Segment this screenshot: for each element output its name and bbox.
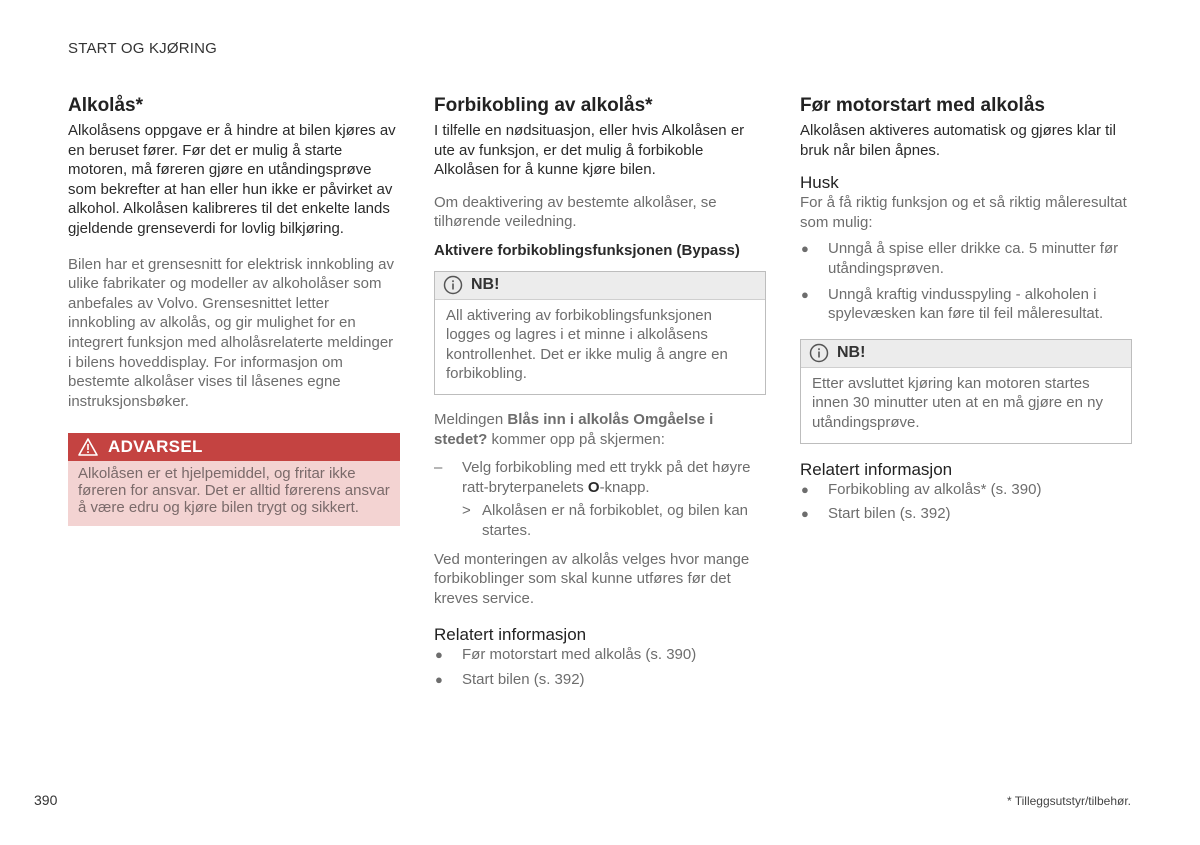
bullet: ● bbox=[801, 481, 809, 497]
result-text: Alkolåsen er nå forbikoblet, og bilen kan startes. bbox=[482, 502, 749, 539]
paragraph-activation: Alkolåsen aktiveres automatisk og gjøres klar til bruk når bilen åpnes. bbox=[800, 122, 1116, 159]
bullet: ● bbox=[435, 671, 443, 687]
heading-forbikobling: Forbikobling av alkolås* bbox=[434, 95, 653, 116]
step-item bbox=[434, 458, 766, 497]
column-motorstart bbox=[800, 94, 1132, 524]
info-circle-icon bbox=[809, 343, 829, 363]
message-text: Blås inn i alkolås Omgåelse i stedet? bbox=[434, 410, 714, 448]
warning-triangle-icon bbox=[78, 438, 98, 456]
bullet: ● bbox=[435, 647, 443, 663]
husk-item: ● Unngå kraftig vindusspyling - alkoholen i spylevæsken kan føre til feil måleresultat. bbox=[801, 285, 1104, 323]
husk-intro: For å få riktig funksjon og et så riktig måleresultat som mulig: bbox=[800, 194, 1127, 231]
message-post: kommer opp på skjermen: bbox=[487, 430, 665, 448]
related-heading: Relatert informasjon bbox=[800, 459, 953, 479]
bullet: ● bbox=[801, 241, 809, 257]
husk-heading: Husk bbox=[800, 173, 839, 193]
note-title: NB! bbox=[471, 276, 500, 294]
note-text: Etter avsluttet kjøring kan motoren startes innen 30 minutter uten at en må gjøre en ny utåndingsprøve. bbox=[812, 374, 1104, 431]
related-heading: Relatert informasjon bbox=[434, 625, 587, 645]
bullet: ● bbox=[801, 286, 809, 302]
step-button-name: O bbox=[587, 478, 600, 496]
message-pre: Meldingen bbox=[434, 410, 508, 428]
step-marker: – bbox=[434, 459, 443, 477]
page-number: 390 bbox=[34, 792, 58, 808]
related-list bbox=[434, 645, 766, 689]
related-link-motorstart[interactable]: ● Før motorstart med alkolås (s. 390) bbox=[435, 646, 697, 664]
subheading-bypass: Aktivere forbikoblingsfunksjonen (Bypass) bbox=[434, 241, 740, 259]
heading-alkolas: Alkolås* bbox=[68, 95, 143, 116]
result-marker: > bbox=[462, 502, 471, 520]
note-title: NB! bbox=[837, 344, 866, 362]
related-link-start-bilen[interactable]: ● Start bilen (s. 392) bbox=[435, 670, 585, 688]
husk-list bbox=[800, 239, 1132, 323]
husk-item: ● Unngå å spise eller drikke ca. 5 minutter før utåndingsprøven. bbox=[801, 240, 1119, 277]
bullet: ● bbox=[801, 506, 809, 522]
result-item bbox=[434, 501, 766, 540]
info-circle-icon bbox=[443, 275, 463, 295]
heading-motorstart: Før motorstart med alkolås bbox=[800, 95, 1045, 116]
paragraph-emergency: I tilfelle en nødsituasjon, eller hvis Alkolåsen er ute av funksjon, er det mulig å forbikoble Alkolåsen for å kunne kjøre bilen. bbox=[434, 122, 745, 179]
paragraph-deactivation: Om deaktivering av bestemte alkolåser, se tilhørende veiledning. bbox=[434, 193, 717, 231]
paragraph-service: Ved monteringen av alkolås velges hvor mange forbikoblinger som skal kunne utføres før det kreves service. bbox=[434, 550, 750, 607]
step-post: -knapp. bbox=[599, 478, 650, 496]
footnote: * Tilleggsutstyr/tilbehør. bbox=[1006, 794, 1131, 808]
related-link-forbikobling[interactable]: ● Forbikobling av alkolås* (s. 390) bbox=[801, 480, 1042, 498]
related-link-start-bilen[interactable]: ● Start bilen (s. 392) bbox=[801, 505, 951, 523]
note-header bbox=[801, 340, 1131, 368]
paragraph-message bbox=[434, 410, 766, 449]
paragraph-intro: Alkolåsens oppgave er å hindre at bilen kjøres av en beruset fører. Før det er mulig å starte motoren, må føreren gjøre en utåndingsprøve som bekrefter at han eller hun ikke er påvirket av alkohol. Alkolåsen kalibreres til det enkelte lands gjeldende grenseverdi for lovlig bilkjøring. bbox=[68, 122, 396, 237]
column-forbikobling bbox=[434, 94, 766, 689]
note-text: All aktivering av forbikoblingsfunksjonen logges og lagres i et minne i alkolåsens kontrollenhet. Det er ikke mulig å angre en forbikobling. bbox=[446, 306, 728, 383]
note-box bbox=[800, 339, 1132, 444]
warning-text: Alkolåsen er et hjelpemiddel, og fritar ikke føreren for ansvar. Det er alltid førerens ansvar å være edru og kjøre bilen trygt og sikkert. bbox=[68, 461, 400, 526]
warning-header bbox=[68, 433, 400, 461]
note-header bbox=[435, 272, 765, 300]
paragraph-interface: Bilen har et grensesnitt for elektrisk innkobling av ulike fabrikater og modeller av alkoholåser som anbefales av Volvo. Grensesnittet letter innkobling av alkolås, og gir mulighet for en integrert funksjon med alholåsrelaterte meldinger i bilens hoveddisplay. For informasjon om bestemte alkolåser vises til låsenes egne instruksjonsbøker. bbox=[68, 255, 395, 410]
note-box bbox=[434, 271, 766, 395]
step-pre: Velg forbikobling med ett trykk på det høyre ratt-bryterpanelets bbox=[462, 459, 751, 496]
section-header: START OG KJØRING bbox=[68, 40, 218, 57]
column-alkolas bbox=[68, 94, 400, 526]
related-list bbox=[800, 480, 1132, 524]
warning-box bbox=[68, 433, 400, 526]
warning-title: ADVARSEL bbox=[108, 437, 203, 457]
